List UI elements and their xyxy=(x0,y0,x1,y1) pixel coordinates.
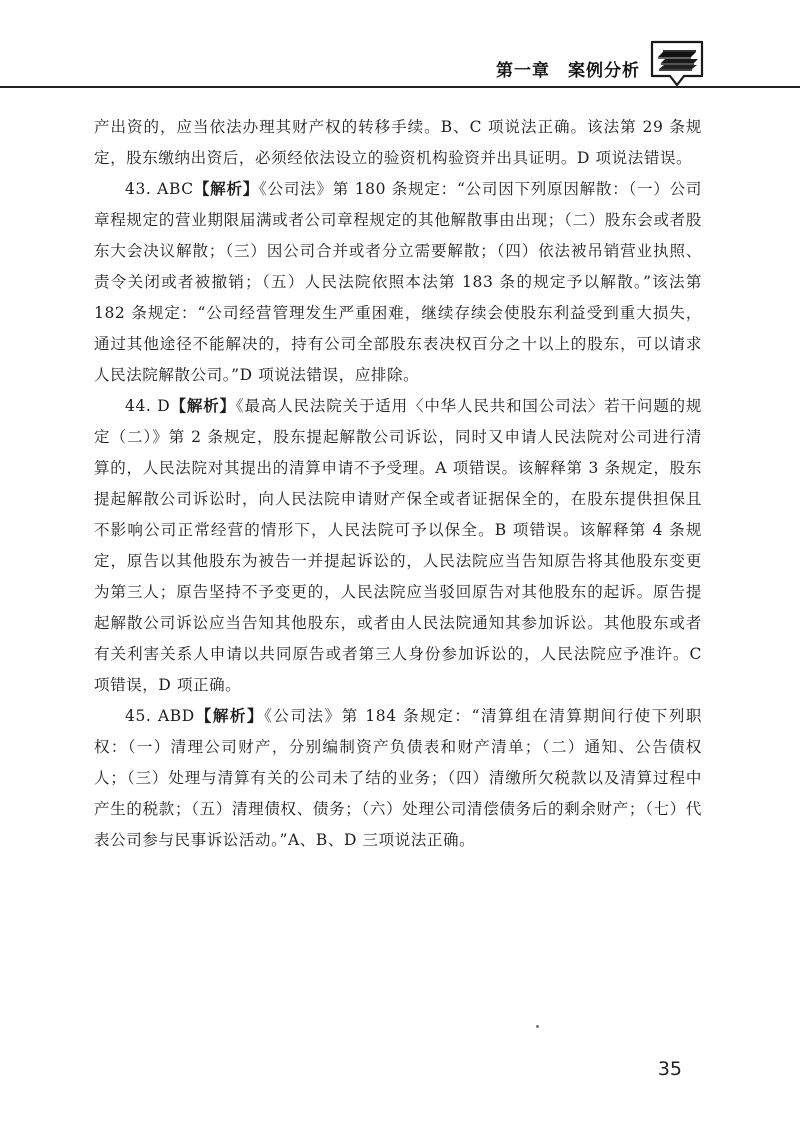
answer-number: 45. ABD xyxy=(125,707,195,725)
page-content xyxy=(94,112,702,856)
analysis-keyword: 【解析】 xyxy=(193,180,260,198)
answer-45 xyxy=(94,701,702,856)
analysis-keyword: 【解析】 xyxy=(170,397,236,415)
answer-number: 43. ABC xyxy=(125,180,194,198)
header-title xyxy=(496,56,640,81)
paragraph-continued xyxy=(94,112,702,174)
analysis-keyword: 【解析】 xyxy=(194,707,265,725)
answer-43 xyxy=(94,174,702,391)
answer-number: 44. D xyxy=(125,397,171,415)
page-header xyxy=(0,0,800,92)
answer-text: 《公司法》第 184 条规定：“清算组在清算期间行使下列职权：（一）清理公司财产，分别编制资产负债表和财产清单；（二）通知、公告债权人；（三）处理与清算有关的公司未了结的业务；（四）清缴所欠税款以及清算过程中产生的税款；（五）清理债权、债务；（六）处理公司清偿债务后的剩余财产；（七）代表公司参与民事诉讼活动。”A、B、D 三项说法正确。 xyxy=(94,707,702,849)
chapter-label: 第一章 xyxy=(496,61,550,81)
page-number: 35 xyxy=(657,1058,682,1080)
answer-text: 《最高人民法院关于适用〈中华人民共和国公司法〉若干问题的规定（二）》第 2 条规定，股东提起解散公司诉讼，同时又申请人民法院对公司进行清算的，人民法院对其提出的清算申请不予受理。A 项错误。该解释第 3 条规定，股东提起解散公司诉讼时，向人民法院申请财产保全或者证据保全的，在股东提供担保且不影响公司正常经营的情形下，人民法院可予以保全。B 项错误。该解释第 4 条规定，原告以其他股东为被告一并提起诉讼的，人民法院应当告知原告将其他股东变更为第三人；原告坚持不予变更的，人民法院应当驳回原告对其他股东的起诉。原告提起解散公司诉讼应当告知其他股东，或者由人民法院通知其参加诉讼。其他股东或者有关利害关系人申请以共同原告或者第三人身份参加诉讼的，人民法院应予准许。C 项错误，D 项正确。 xyxy=(94,397,702,694)
book-stack-icon xyxy=(648,38,706,88)
paragraph-text: 产出资的，应当依法办理其财产权的转移手续。B、C 项说法正确。该法第 29 条规定，股东缴纳出资后，必须经依法设立的验资机构验资并出具证明。D 项说法错误。 xyxy=(94,118,702,167)
answer-44 xyxy=(94,391,702,701)
scan-speck xyxy=(536,1025,539,1028)
section-label: 案例分析 xyxy=(568,61,640,81)
header-divider xyxy=(0,86,800,88)
answer-text: 《公司法》第 180 条规定：“公司因下列原因解散：（一）公司章程规定的营业期限届满或者公司章程规定的其他解散事由出现；（二）股东会或者股东大会决议解散；（三）因公司合并或者分立需要解散；（四）依法被吊销营业执照、责令关闭或者被撤销；（五）人民法院依照本法第 183 条的规定予以解散。”该法第 182 条规定：“公司经营管理发生严重困难，继续存续会使股东利益受到重大损失，通过其他途径不能解决的，持有公司全部股东表决权百分之十以上的股东，可以请求人民法院解散公司。”D 项说法错误，应排除。 xyxy=(94,180,702,384)
